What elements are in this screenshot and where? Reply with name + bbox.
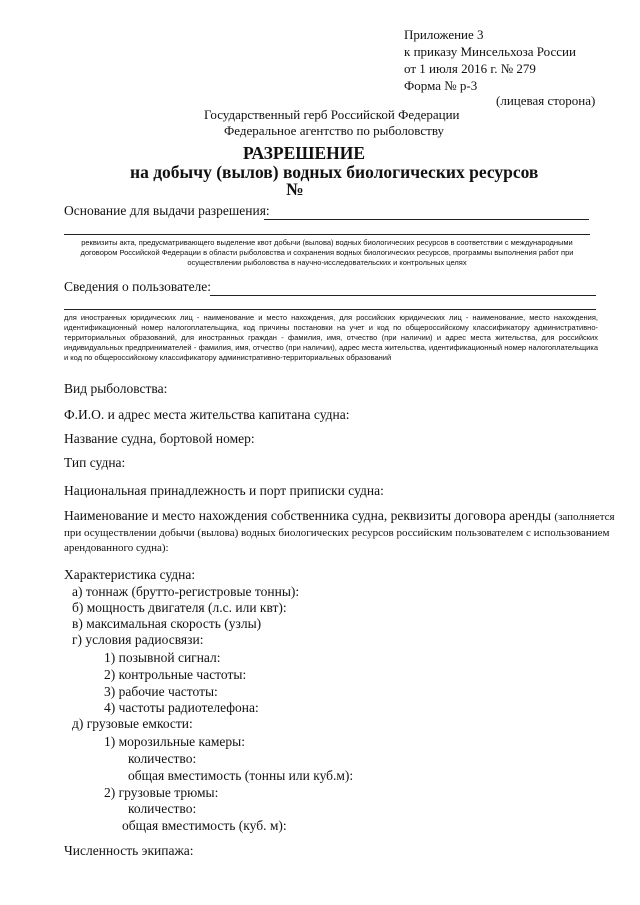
vessel-name-label: Название судна, бортовой номер:	[64, 431, 255, 446]
owner-note-start: (заполняется	[554, 511, 615, 523]
basis-second-line	[64, 234, 590, 235]
form-number: Форма № р-3	[404, 78, 478, 93]
freezer-quantity-label: количество:	[128, 751, 197, 766]
basis-note: реквизиты акта, предусматривающего выделение квот добычи (вылова) водных биологических ресурсов в соответствии с международными договором Российской Федерации в области рыболовства и сохранения водных биологических ресурсов, программы выполнения работ при осуществлении рыболовства в научно-исследовательских и контрольных целях	[80, 238, 574, 267]
holds-capacity-label: общая вместимость (куб. м):	[122, 818, 287, 833]
permit-number-label: №	[286, 179, 304, 199]
call-sign-label: 1) позывной сигнал:	[104, 650, 221, 665]
radiotelephone-frequencies-label: 4) частоты радиотелефона:	[104, 700, 259, 715]
owner-label: Наименование и место нахождения собственника судна, реквизиты договора аренды	[64, 508, 552, 523]
owner-note-middle: при осуществлении добычи (вылова) водных биологических ресурсов российским пользователем с использованием	[64, 527, 610, 539]
document-title: РАЗРЕШЕНИЕ	[243, 143, 366, 163]
owner-label-line	[64, 508, 615, 525]
owner-note-end: арендованного судна):	[64, 542, 169, 554]
max-speed-label: в) максимальная скорость (узлы)	[72, 616, 262, 631]
cargo-capacity-label: д) грузовые емкости:	[72, 716, 193, 731]
tonnage-label: а) тоннаж (брутто-регистровые тонны):	[72, 584, 300, 599]
appendix-date: от 1 июля 2016 г. № 279	[404, 61, 536, 76]
user-info-label: Сведения о пользователе:	[64, 279, 212, 294]
coat-of-arms-caption: Государственный герб Российской Федерации	[204, 107, 460, 122]
page-side-label: (лицевая сторона)	[496, 93, 596, 108]
radio-conditions-label: г) условия радиосвязи:	[72, 632, 204, 647]
control-frequencies-label: 2) контрольные частоты:	[104, 667, 247, 682]
basis-label: Основание для выдачи разрешения:	[64, 203, 270, 218]
basis-input-line	[264, 219, 589, 220]
crew-size-label: Численность экипажа:	[64, 843, 194, 858]
nationality-port-label: Национальная принадлежность и порт приписки судна:	[64, 483, 384, 498]
appendix-order: к приказу Минсельхоза России	[404, 44, 576, 59]
agency-name: Федеральное агентство по рыболовству	[224, 123, 445, 138]
holds-quantity-label: количество:	[128, 801, 197, 816]
working-frequencies-label: 3) рабочие частоты:	[104, 684, 218, 699]
appendix-number: Приложение 3	[404, 27, 484, 42]
vessel-type-label: Тип судна:	[64, 455, 126, 470]
engine-power-label: б) мощность двигателя (л.с. или квт):	[72, 600, 287, 615]
captain-label: Ф.И.О. и адрес места жительства капитана судна:	[64, 407, 350, 422]
user-info-input-line	[210, 295, 596, 296]
document-subtitle: на добычу (вылов) водных биологических ресурсов	[130, 162, 539, 182]
fishing-type-label: Вид рыболовства:	[64, 381, 168, 396]
user-info-second-line	[64, 309, 596, 310]
freezer-chambers-label: 1) морозильные камеры:	[104, 734, 245, 749]
characteristics-label: Характеристика судна:	[64, 567, 196, 582]
user-info-note: для иностранных юридических лиц - наименование и место нахождения, для российских юридических лиц - наименование, место нахождения, идентификационный номер налогоплательщика, код причины постановки на учет и код по общероссийскому классификатору административно-территориальных образований, для иностранных граждан - фамилия, имя, отчество (при наличии) и адрес места жительства, для российских индивидуальных предпринимателей - фамилия, имя, отчество (при наличии), адрес места жительства, идентификационный номер налогоплательщика и код по общероссийскому классификатору административно-территориальных образований	[64, 313, 598, 362]
freezer-capacity-label: общая вместимость (тонны или куб.м):	[128, 768, 354, 783]
cargo-holds-label: 2) грузовые трюмы:	[104, 785, 219, 800]
